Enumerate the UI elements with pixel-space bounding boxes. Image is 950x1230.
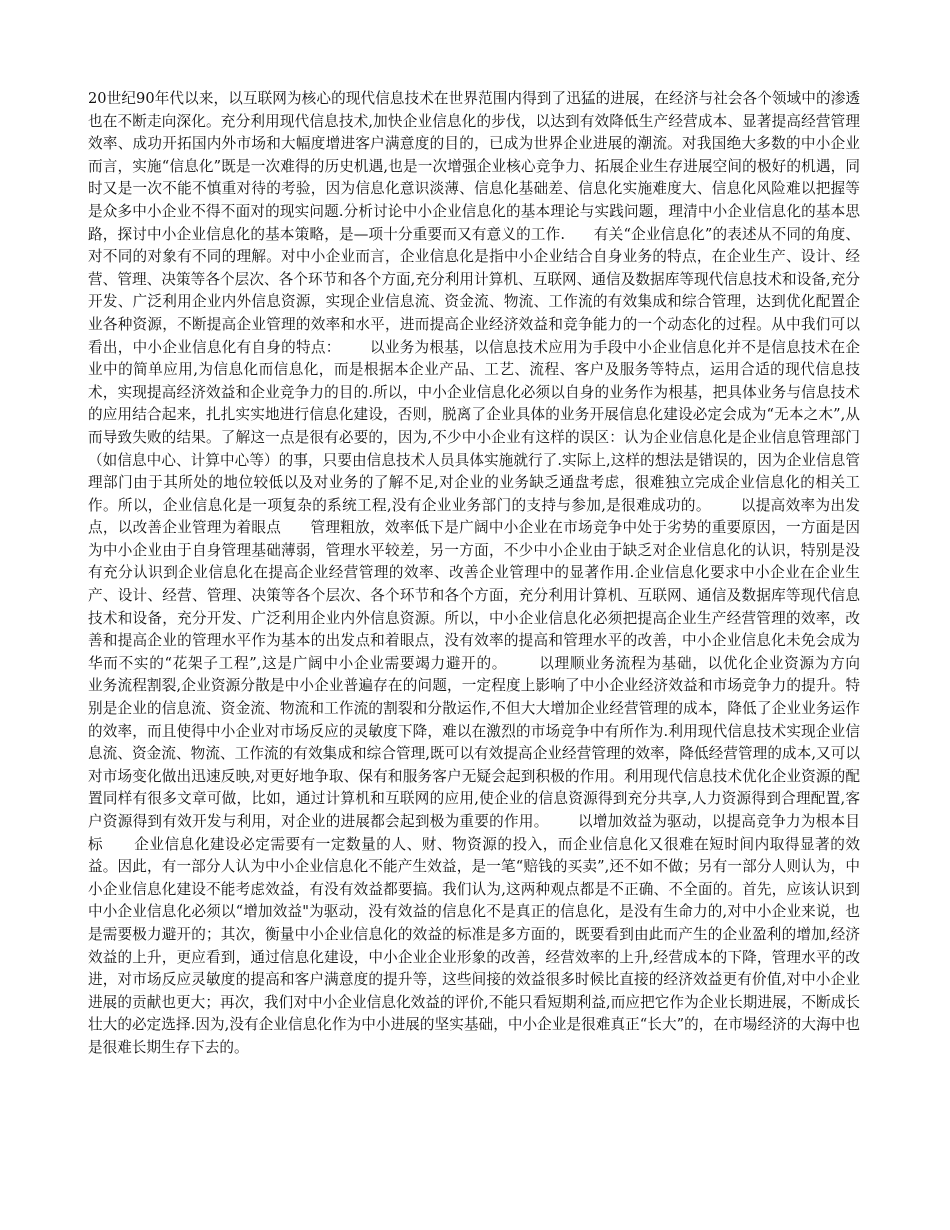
document-page: [88, 88, 888, 1168]
body-paragraph: 20世纪90年代以来，以互联网为核心的现代信息技术在世界范围内得到了迅猛的进展，在经济与社会各个领域中的渗透也在不断走向深化。充分利用现代信息技术,加快企业信息化的步伐，以达到有效降低生产经营成本、显著提高经营管理效率、成功开拓国内外市场和大幅度增进客户满意度的目的，已成为世界企业进展的潮流。对我国绝大多数的中小企业而言，实施“信息化”既是一次难得的历史机遇,也是一次增强企业核心竞争力、拓展企业生存进展空间的极好的机遇，同时又是一次不能不慎重对待的考验，因为信息化意识淡薄、信息化基础差、信息化实施难度大、信息化风险难以把握等是众多中小企业不得不面对的现实问题.分析讨论中小企业信息化的基本理论与实践问题，理清中小企业信息化的基本思路，探讨中小企业信息化的基本策略，是—项十分重要而又有意义的工作. 有关“企业信息化”的表述从不同的角度、对不同的对象有不同的理解。对中小企业而言，企业信息化是指中小企业结合自身业务的特点，在企业生产、设计、经营、管理、决策等各个层次、各个环节和各个方面,充分利用计算机、互联网、通信及数据库等现代信息技术和设备,充分开发、广泛利用企业内外信息资源，实现企业信息流、资金流、物流、工作流的有效集成和综合管理，达到优化配置企业各种资源，不断提高企业管理的效率和水平，进而提高企业经济效益和竞争能力的一个动态化的过程。从中我们可以看出，中小企业信息化有自身的特点： 以业务为根基，以信息技术应用为手段中小企业信息化并不是信息技术在企业中的简单应用,为信息化而信息化，而是根据本企业产品、工艺、流程、客户及服务等特点，运用合适的现代信息技术，实现提高经济效益和企业竞争力的目的.所以，中小企业信息化必须以自身的业务作为根基，把具体业务与信息技术的应用结合起来，扎扎实实地进行信息化建设，否则，脱离了企业具体的业务开展信息化建设必定会成为“无本之木”,从而导致失败的结果。了解这一点是很有必要的，因为,不少中小企业有这样的误区：认为企业信息化是企业信息管理部门（如信息中心、计算中心等）的事，只要由信息技术人员具体实施就行了.实际上,这样的想法是错误的，因为企业信息管理部门由于其所处的地位较低以及对业务的了解不足,对企业的业务缺乏通盘考虑，很难独立完成企业信息化的相关工作。所以，企业信息化是一项复杂的系统工程,没有企业业务部门的支持与参加,是很难成功的。 以提高效率为出发点，以改善企业管理为着眼点 管理粗放，效率低下是广阔中小企业在市场竞争中处于劣势的重要原因，一方面是因为中小企业由于自身管理基础薄弱，管理水平较差，另一方面，不少中小企业由于缺乏对企业信息化的认识，特别是没有充分认识到企业信息化在提高企业经营管理的效率、改善企业管理中的显著作用.企业信息化要求中小企业在企业生产、设计、经营、管理、决策等各个层次、各个环节和各个方面，充分利用计算机、互联网、通信及数据库等现代信息技术和设备，充分开发、广泛利用企业内外信息资源。所以，中小企业信息化必须把提高企业生产经营管理的效率，改善和提高企业的管理水平作为基本的出发点和着眼点，没有效率的提高和管理水平的改善，中小企业信息化未免会成为华而不实的“花架子工程”,这是广阔中小企业需要竭力避开的。 以理顺业务流程为基础，以优化企业资源为方向 业务流程割裂,企业资源分散是中小企业普遍存在的问题，一定程度上影响了中小企业经济效益和市场竞争力的提升。特别是企业的信息流、资金流、物流和工作流的割裂和分散运作,不但大大增加企业经营管理的成本，降低了企业业务运作的效率，而且使得中小企业对市场反应的灵敏度下降，难以在激烈的市场竞争中有所作为.利用现代信息技术实现企业信息流、资金流、物流、工作流的有效集成和综合管理,既可以有效提高企业经营管理的效率，降低经营管理的成本,又可以对市场变化做出迅速反映,对更好地争取、保有和服务客户无疑会起到积极的作用。利用现代信息技术优化企业资源的配置同样有很多文章可做，比如，通过计算机和互联网的应用,使企业的信息资源得到充分共享,人力资源得到合理配置,客户资源得到有效开发与利用，对企业的进展都会起到极为重要的作用。 以增加效益为驱动，以提高竞争力为根本目标 企业信息化建设必定需要有一定数量的人、财、物资源的投入，而企业信息化又很难在短时间内取得显著的效益。因此，有一部分人认为中小企业信息化不能产生效益，是一笔“赔钱的买卖”,还不如不做；另有一部分人则认为，中小企业信息化建设不能考虑效益，有没有效益都要搞。我们认为,这两种观点都是不正确、不全面的。首先，应该认识到中小企业信息化必须以“增加效益"为驱动，没有效益的信息化不是真正的信息化，是没有生命力的,对中小企业来说，也是需要极力避开的；其次，衡量中小企业信息化的效益的标准是多方面的，既要看到由此而产生的企业盈利的增加,经济效益的上升，更应看到，通过信息化建设，中小企业企业形象的改善，经营效率的上升,经营成本的下降，管理水平的改进，对市场反应灵敏度的提高和客户满意度的提升等，这些间接的效益很多时候比直接的经济效益更有价值,对中小企业进展的贡献也更大；再次，我们对中小企业信息化效益的评价,不能只看短期利益,而应把它作为企业长期进展，不断成长壮大的必定选择.因为,没有企业信息化作为中小进展的坚实基础，中小企业是很难真正“长大”的，在市場经济的大海中也是很难长期生存下去的。: [88, 90, 888, 1056]
